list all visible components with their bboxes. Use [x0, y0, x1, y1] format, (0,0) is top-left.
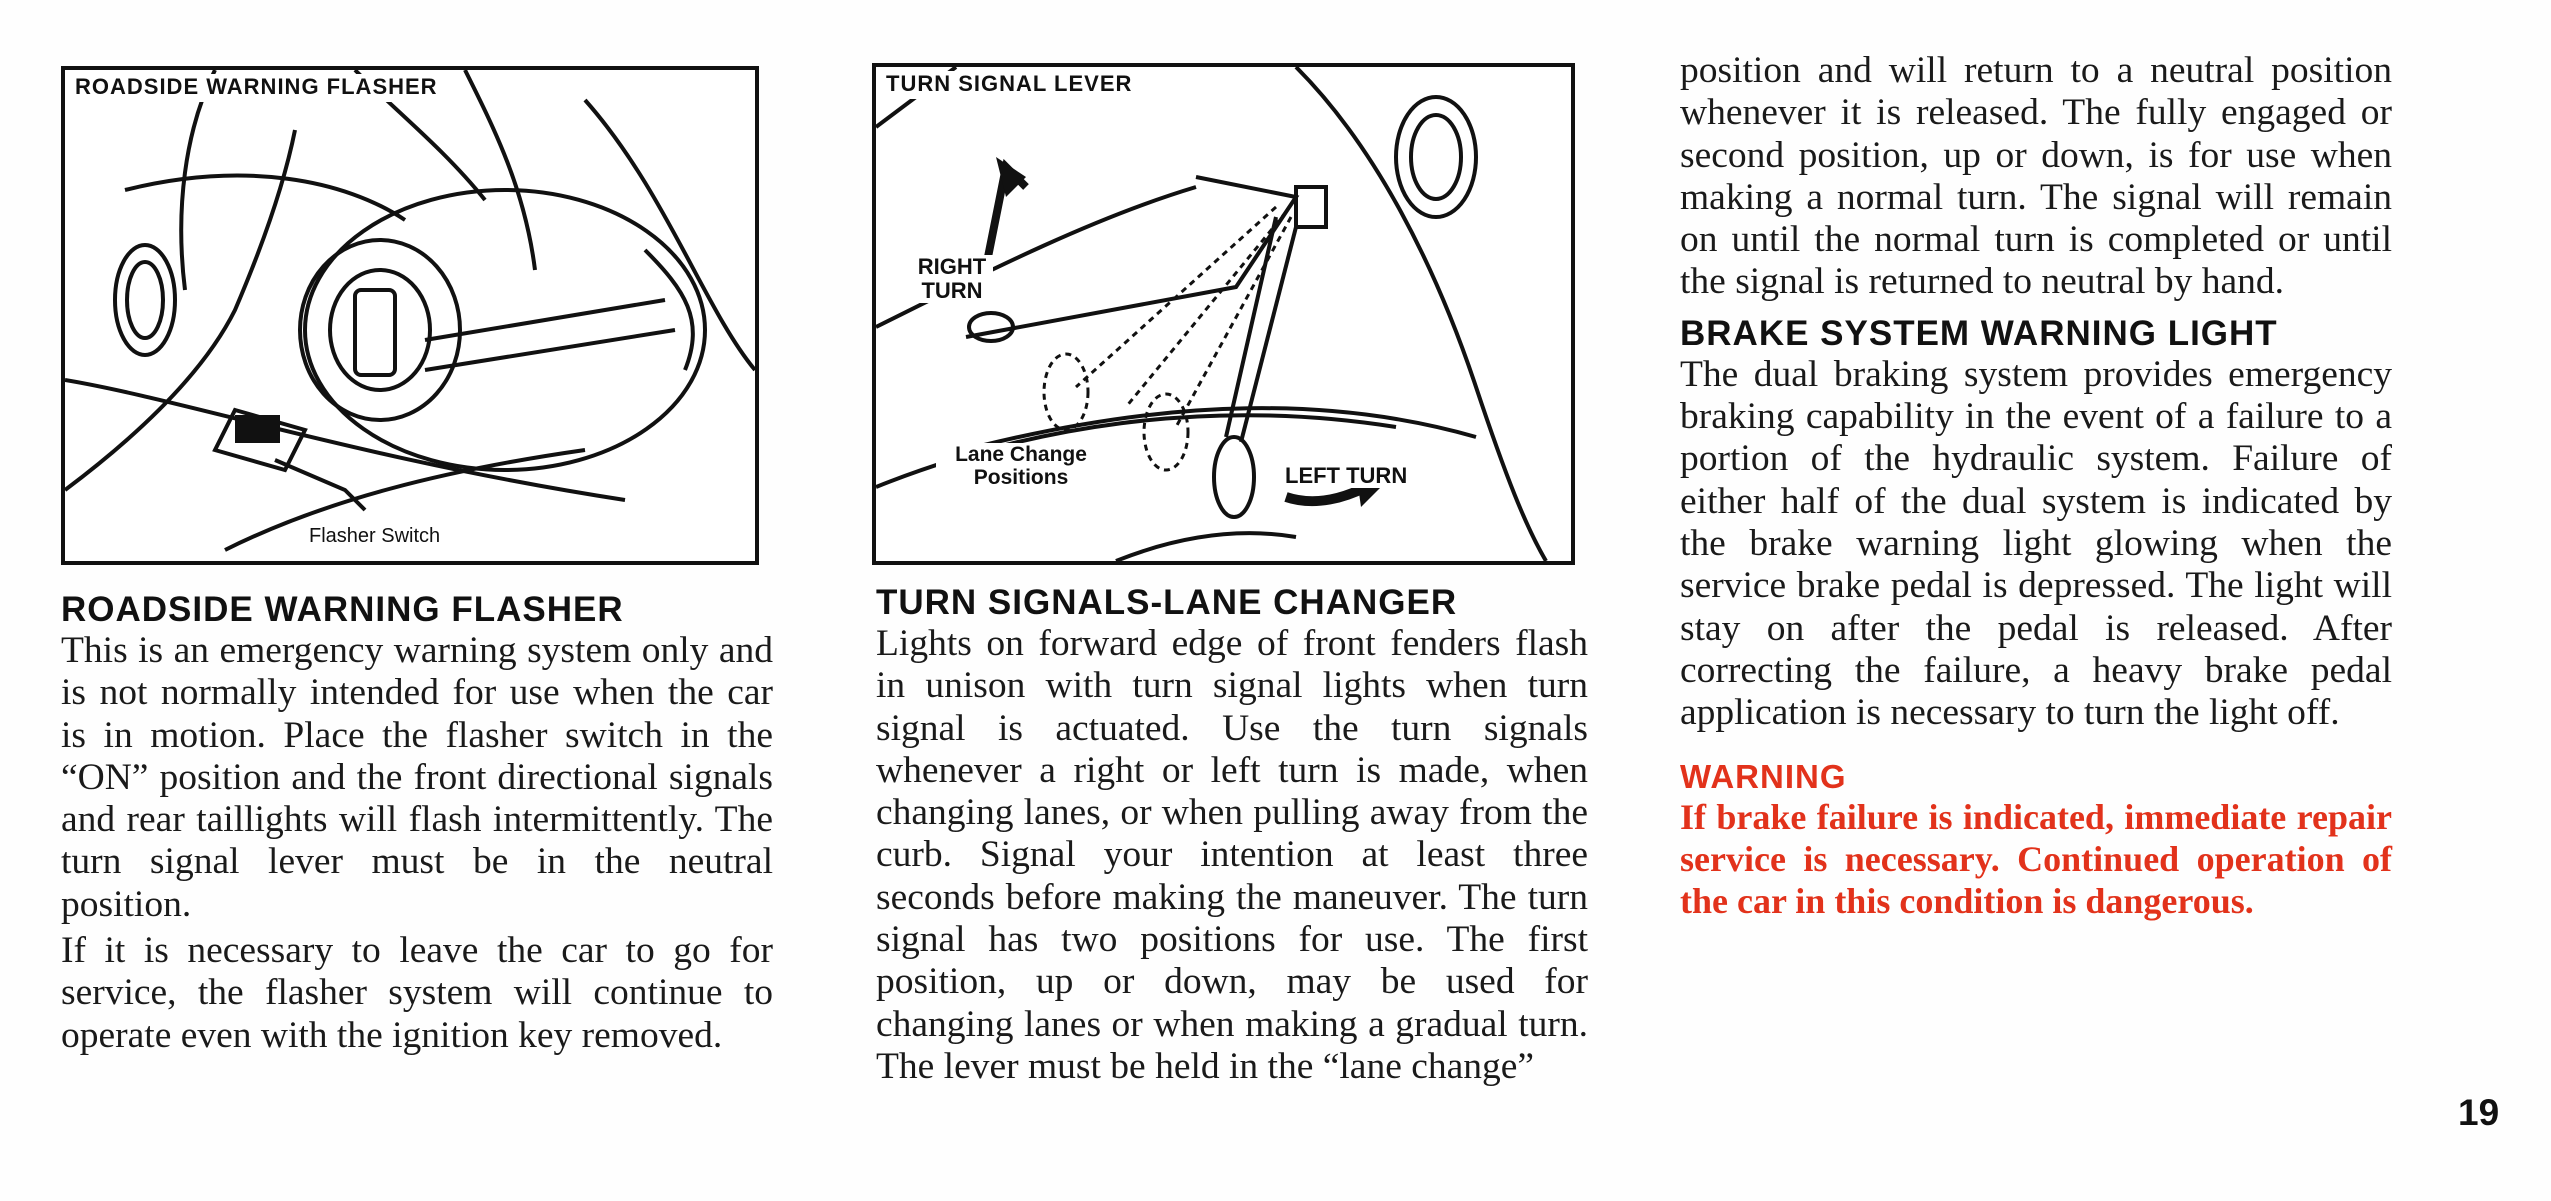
lane-change-continued: position and will return to a neutral position whenever it is released. The fully engaged or second position, up or down, is for use when making a normal turn. The signal will remain on until the normal turn is completed or until the signal is returned to neutral by hand.: [1680, 50, 2392, 303]
flasher-paragraph-1: This is an emergency warning system only and is not normally intended for use when the car is in motion. Place the flasher switch in the “ON” position and the front directional signals and rear taillights will flash intermittently. The turn signal lever must be in the neutral position.: [61, 630, 773, 925]
column-3: [1680, 50, 2392, 922]
turn-signals-heading: TURN SIGNALS-LANE CHANGER: [876, 583, 1458, 622]
flasher-paragraph-2: If it is necessary to leave the car to go for service, the flasher system will continue to operate even with the ignition key removed.: [61, 930, 773, 1056]
column-2: [876, 583, 1588, 1088]
page-number: 19: [2458, 1092, 2500, 1133]
turn-signal-figure-title: TURN SIGNAL LEVER: [884, 71, 1140, 99]
flasher-heading: ROADSIDE WARNING FLASHER: [61, 590, 624, 629]
right-turn-label: RIGHT TURN: [911, 255, 993, 303]
flasher-switch-callout: Flasher Switch: [305, 525, 444, 547]
turn-signal-illustration: [872, 63, 1575, 565]
flasher-illustration: [61, 66, 759, 565]
column-1: [61, 590, 773, 1057]
brake-warning-heading: BRAKE SYSTEM WARNING LIGHT: [1680, 313, 2278, 353]
lane-change-label: Lane Change Positions: [936, 443, 1106, 489]
flasher-drawing: [65, 70, 755, 561]
warning-heading: WARNING: [1680, 758, 1847, 796]
flasher-figure-title: ROADSIDE WARNING FLASHER: [73, 74, 446, 102]
warning-text: If brake failure is indicated, immediate repair service is necessary. Continued operation of the car in this condition is dangerous.: [1680, 797, 2392, 922]
left-turn-label: LEFT TURN: [1281, 464, 1411, 488]
brake-paragraph: The dual braking system provides emergency braking capability in the event of a failure to a portion of the hydraulic system. Failure of either half of the dual system is indicated by the brake warning light glowing when the service brake pedal is depressed. The light will stay on after the pedal is released. After correcting the failure, a heavy brake pedal application is necessary to turn the light off.: [1680, 353, 2392, 734]
turn-signals-paragraph: Lights on forward edge of front fenders flash in unison with turn signal lights when turn signal is actuated. Use the turn signals whenever a right or left turn is made, when changing lanes, or when pulling away from the curb. Signal your intention at least three seconds before making the maneuver. The turn signal has two positions for use. The first position, up or down, may be used for changing lanes or when making a gradual turn. The lever must be held in the “lane change”: [876, 623, 1588, 1087]
